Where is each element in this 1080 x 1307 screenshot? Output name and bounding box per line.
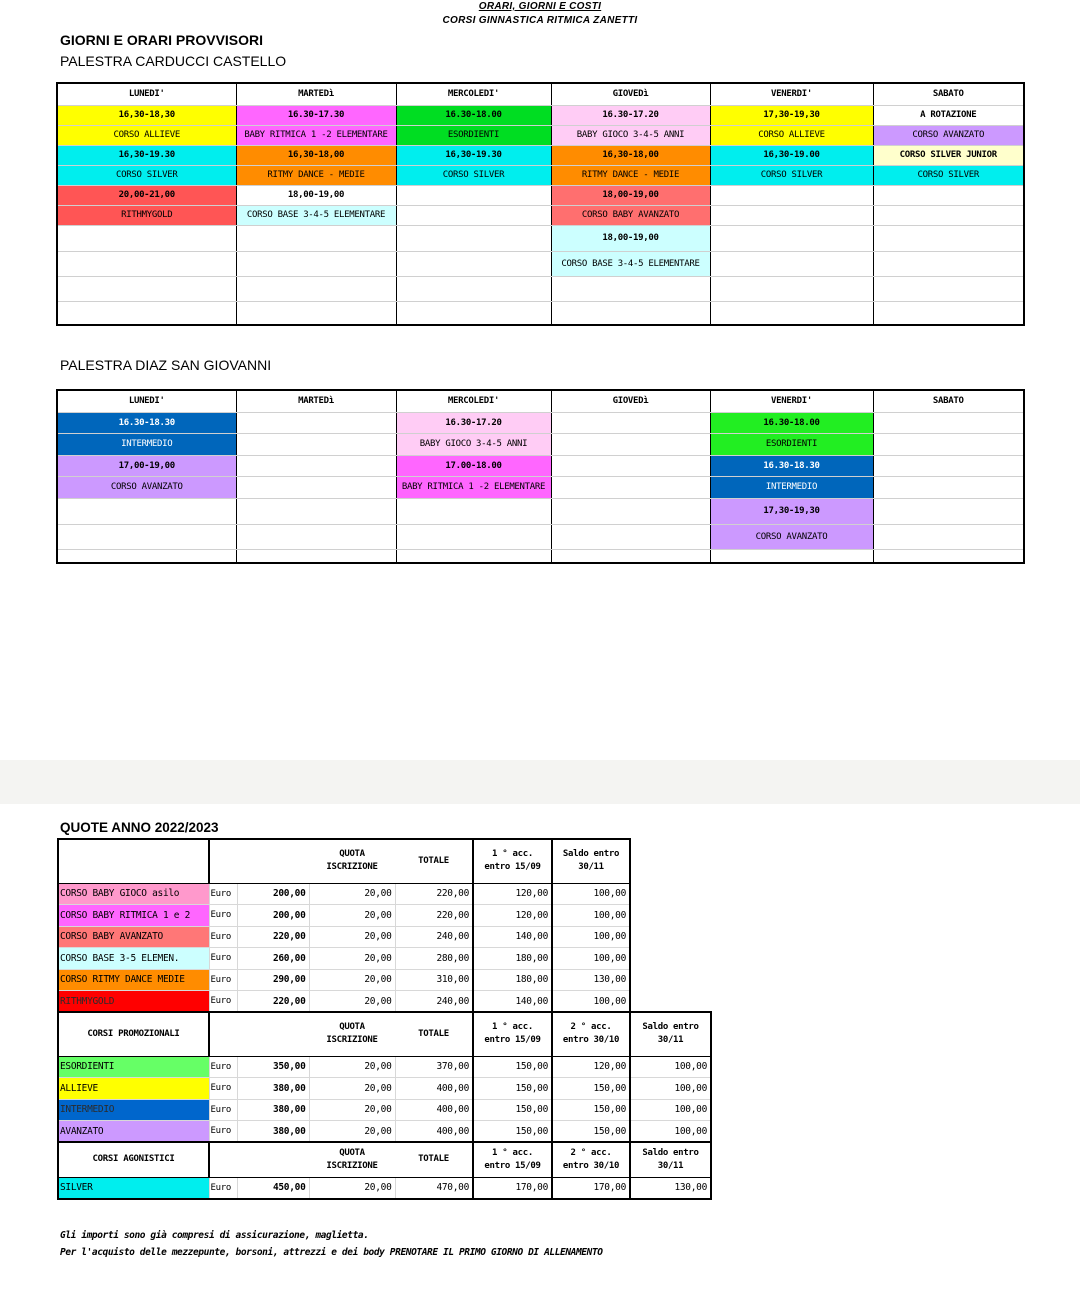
fee-row [58, 991, 711, 1013]
schedule-row [57, 476, 1024, 498]
currency-label: Euro [209, 883, 237, 905]
schedule-cell: BABY RITMICA 1 -2 ELEMENTARE [396, 476, 551, 498]
gym2-title: PALESTRA DIAZ SAN GIOVANNI [60, 357, 272, 373]
empty-cell [396, 498, 551, 524]
empty-cell [551, 498, 710, 524]
empty-cell [396, 185, 551, 205]
fees-title: QUOTE ANNO 2022/2023 [60, 820, 219, 835]
course-name: CORSO BABY AVANZATO [58, 926, 209, 948]
schedule-cell: ESORDIENTI [710, 433, 873, 455]
course-name: SILVER [58, 1177, 209, 1199]
quota-value: 20,00 [309, 948, 395, 970]
schedule-cell: BABY GIOCO 3-4-5 ANNI [396, 433, 551, 455]
schedule-cell: 16,30-18,30 [57, 105, 236, 125]
empty-cell [551, 524, 710, 549]
empty-cell [873, 476, 1024, 498]
days-header-row [57, 390, 1024, 412]
schedule-cell: 16,30-18,00 [236, 145, 396, 165]
acc2-value: 120,00 [552, 1056, 630, 1078]
schedule-cell: ESORDIENTI [396, 125, 551, 145]
page-separator [0, 760, 1080, 804]
day-header: MARTEDì [236, 83, 396, 105]
empty-cell [630, 969, 711, 991]
empty-cell [57, 276, 236, 301]
schedule-cell: CORSO SILVER [873, 165, 1024, 185]
saldo-value: 100,00 [630, 1078, 711, 1100]
empty-cell [57, 549, 236, 563]
schedule-cell: 18,00-19,00 [236, 185, 396, 205]
schedule-row [57, 301, 1024, 325]
schedule-cell: CORSO ALLIEVE [57, 125, 236, 145]
empty-cell [236, 524, 396, 549]
fee-row [58, 1078, 711, 1100]
empty-cell [630, 991, 711, 1013]
schedule-row [57, 412, 1024, 433]
saldo-value: 100,00 [552, 991, 630, 1013]
quota-header: QUOTA ISCRIZIONE [309, 1142, 395, 1177]
empty-cell [873, 498, 1024, 524]
quota-value: 20,00 [309, 1177, 395, 1199]
saldo-header: Saldo entro 30/11 [630, 1012, 711, 1056]
day-header: LUNEDI' [57, 83, 236, 105]
acc1-header: 1 ° acc. entro 15/09 [473, 1142, 552, 1177]
price-value: 220,00 [237, 991, 309, 1013]
schedule-cell: 20,00-21,00 [57, 185, 236, 205]
schedule-cell: INTERMEDIO [57, 433, 236, 455]
schedule-cell: CORSO SILVER [57, 165, 236, 185]
saldo-value: 100,00 [630, 1099, 711, 1121]
fee-row [58, 969, 711, 991]
price-value: 380,00 [237, 1099, 309, 1121]
empty-cell [873, 433, 1024, 455]
acc2-value: 170,00 [552, 1177, 630, 1199]
schedule-cell: 17,30-19,30 [710, 498, 873, 524]
schedule-cell: CORSO BABY AVANZATO [551, 205, 710, 225]
schedule-cell: 16.30-18.00 [396, 105, 551, 125]
empty-cell [57, 251, 236, 276]
day-header: LUNEDI' [57, 390, 236, 412]
schedule-row [57, 145, 1024, 165]
empty-cell [396, 251, 551, 276]
acc1-value: 150,00 [473, 1056, 552, 1078]
acc2-value: 150,00 [552, 1099, 630, 1121]
empty-cell [710, 205, 873, 225]
gym1-title: PALESTRA CARDUCCI CASTELLO [60, 53, 287, 69]
course-name: ALLIEVE [58, 1078, 209, 1100]
schedule-cell: 17,00-19,00 [57, 455, 236, 476]
price-value: 200,00 [237, 883, 309, 905]
total-value: 280,00 [395, 948, 473, 970]
currency-label: Euro [209, 991, 237, 1013]
total-value: 370,00 [395, 1056, 473, 1078]
quota-header: QUOTA ISCRIZIONE [309, 1012, 395, 1056]
price-value: 220,00 [237, 926, 309, 948]
schedule-table-diaz [56, 389, 1025, 564]
course-name: AVANZATO [58, 1121, 209, 1143]
day-header: SABATO [873, 390, 1024, 412]
saldo-header: Saldo entro 30/11 [552, 839, 630, 883]
schedule-cell: CORSO AVANZATO [57, 476, 236, 498]
empty-cell [57, 524, 236, 549]
doc-title-line2: CORSI GINNASTICA RITMICA ZANETTI [442, 15, 638, 26]
price-value: 350,00 [237, 1056, 309, 1078]
fee-row [58, 948, 711, 970]
saldo-value: 130,00 [630, 1177, 711, 1199]
empty-cell [710, 549, 873, 563]
schedule-cell: 17.00-18.00 [396, 455, 551, 476]
fee-row [58, 1121, 711, 1143]
saldo-value: 100,00 [552, 926, 630, 948]
group-title: CORSI PROMOZIONALI [58, 1012, 209, 1056]
empty-cell [710, 276, 873, 301]
fee-row [58, 1177, 711, 1199]
footer-note-2: Per l'acquisto delle mezzepunte, borsoni, attrezzi e dei body PRENOTARE IL PRIMO GIORNO DI ALLENAMENTO [60, 1247, 603, 1258]
price-value: 260,00 [237, 948, 309, 970]
schedule-cell: CORSO SILVER [396, 165, 551, 185]
saldo-value: 100,00 [552, 905, 630, 927]
schedule-cell: RITHMYGOLD [57, 205, 236, 225]
currency-label: Euro [209, 1056, 237, 1078]
fees-header-row [58, 1012, 711, 1056]
empty-cell [236, 412, 396, 433]
saldo-value: 100,00 [552, 883, 630, 905]
quota-value: 20,00 [309, 926, 395, 948]
currency-label: Euro [209, 926, 237, 948]
schedule-cell: CORSO SILVER JUNIOR [873, 145, 1024, 165]
schedule-cell: RITMY DANCE - MEDIE [551, 165, 710, 185]
empty-cell [236, 455, 396, 476]
empty-cell [57, 225, 236, 251]
price-value: 200,00 [237, 905, 309, 927]
acc1-value: 120,00 [473, 905, 552, 927]
empty-cell [236, 225, 396, 251]
day-header: MERCOLEDI' [396, 390, 551, 412]
price-value: 290,00 [237, 969, 309, 991]
schedule-row [57, 251, 1024, 276]
fee-row [58, 1056, 711, 1078]
empty-cell [209, 1142, 237, 1177]
total-value: 400,00 [395, 1078, 473, 1100]
total-value: 310,00 [395, 969, 473, 991]
empty-cell [236, 433, 396, 455]
course-name: RITHMYGOLD [58, 991, 209, 1013]
schedule-cell: A ROTAZIONE [873, 105, 1024, 125]
saldo-value: 100,00 [552, 948, 630, 970]
schedule-cell: 16.30-18.00 [710, 412, 873, 433]
saldo-value: 130,00 [552, 969, 630, 991]
schedule-cell: 16.30-17.30 [236, 105, 396, 125]
total-value: 240,00 [395, 991, 473, 1013]
empty-cell [236, 476, 396, 498]
empty-cell [57, 498, 236, 524]
total-value: 220,00 [395, 905, 473, 927]
empty-cell [237, 1142, 309, 1177]
schedule-cell: 17,30-19,30 [710, 105, 873, 125]
empty-cell [873, 276, 1024, 301]
acc1-value: 170,00 [473, 1177, 552, 1199]
acc1-value: 150,00 [473, 1099, 552, 1121]
course-name: INTERMEDIO [58, 1099, 209, 1121]
day-header: SABATO [873, 83, 1024, 105]
schedule-row [57, 549, 1024, 563]
schedule-row [57, 105, 1024, 125]
acc2-value: 150,00 [552, 1078, 630, 1100]
price-value: 380,00 [237, 1121, 309, 1143]
fee-row [58, 1099, 711, 1121]
days-header-row [57, 83, 1024, 105]
day-header: VENERDI' [710, 83, 873, 105]
empty-cell [236, 276, 396, 301]
day-header: GIOVEDì [551, 83, 710, 105]
quota-value: 20,00 [309, 905, 395, 927]
totale-header: TOTALE [395, 1012, 473, 1056]
quota-value: 20,00 [309, 991, 395, 1013]
schedule-cell: RITMY DANCE - MEDIE [236, 165, 396, 185]
empty-cell [237, 1012, 309, 1056]
empty-cell [236, 251, 396, 276]
schedule-cell: 16,30-19.00 [710, 145, 873, 165]
empty-cell [396, 301, 551, 325]
schedule-row [57, 433, 1024, 455]
empty-cell [630, 839, 711, 883]
schedule-row [57, 185, 1024, 205]
schedule-row [57, 225, 1024, 251]
empty-cell [710, 301, 873, 325]
schedule-row [57, 276, 1024, 301]
empty-cell [873, 524, 1024, 549]
total-value: 400,00 [395, 1099, 473, 1121]
empty-cell [873, 301, 1024, 325]
schedule-row [57, 524, 1024, 549]
quota-value: 20,00 [309, 1099, 395, 1121]
empty-cell [209, 839, 237, 883]
acc1-value: 180,00 [473, 948, 552, 970]
total-value: 470,00 [395, 1177, 473, 1199]
total-value: 220,00 [395, 883, 473, 905]
empty-cell [873, 251, 1024, 276]
schedule-row [57, 455, 1024, 476]
totale-header: TOTALE [395, 839, 473, 883]
currency-label: Euro [209, 948, 237, 970]
acc1-value: 150,00 [473, 1078, 552, 1100]
quota-value: 20,00 [309, 1121, 395, 1143]
acc2-header: 2 ° acc. entro 30/10 [552, 1142, 630, 1177]
empty-cell [630, 948, 711, 970]
empty-cell [551, 433, 710, 455]
empty-cell [209, 1012, 237, 1056]
empty-cell [396, 524, 551, 549]
fees-table [57, 838, 712, 1200]
schedule-cell: CORSO AVANZATO [710, 524, 873, 549]
schedule-cell: 16,30-18,00 [551, 145, 710, 165]
course-name: CORSO BABY RITMICA 1 e 2 [58, 905, 209, 927]
acc1-header: 1 ° acc. entro 15/09 [473, 1012, 552, 1056]
empty-cell [551, 301, 710, 325]
currency-label: Euro [209, 1099, 237, 1121]
day-header: MERCOLEDI' [396, 83, 551, 105]
quota-value: 20,00 [309, 1078, 395, 1100]
empty-cell [58, 839, 209, 883]
empty-cell [630, 926, 711, 948]
schedule-table-carducci [56, 82, 1025, 326]
fees-header-row [58, 839, 711, 883]
quota-value: 20,00 [309, 883, 395, 905]
total-value: 400,00 [395, 1121, 473, 1143]
empty-cell [551, 455, 710, 476]
fee-row [58, 883, 711, 905]
empty-cell [236, 498, 396, 524]
acc2-value: 150,00 [552, 1121, 630, 1143]
schedule-cell: BABY RITMICA 1 -2 ELEMENTARE [236, 125, 396, 145]
empty-cell [236, 549, 396, 563]
fee-row [58, 905, 711, 927]
schedule-cell: INTERMEDIO [710, 476, 873, 498]
acc1-value: 120,00 [473, 883, 552, 905]
schedule-cell: 16.30-18.30 [57, 412, 236, 433]
empty-cell [873, 225, 1024, 251]
empty-cell [710, 225, 873, 251]
empty-cell [873, 412, 1024, 433]
acc1-value: 180,00 [473, 969, 552, 991]
currency-label: Euro [209, 969, 237, 991]
course-name: CORSO BASE 3-5 ELEMEN. [58, 948, 209, 970]
empty-cell [873, 455, 1024, 476]
quota-value: 20,00 [309, 969, 395, 991]
empty-cell [551, 276, 710, 301]
schedule-cell: 16.30-17.20 [551, 105, 710, 125]
saldo-header: Saldo entro 30/11 [630, 1142, 711, 1177]
fees-header-row [58, 1142, 711, 1177]
doc-title-line1: ORARI, GIORNI E COSTI [478, 1, 602, 12]
empty-cell [630, 883, 711, 905]
empty-cell [873, 205, 1024, 225]
schedule-cell: CORSO BASE 3-4-5 ELEMENTARE [551, 251, 710, 276]
price-value: 380,00 [237, 1078, 309, 1100]
schedule-cell: CORSO AVANZATO [873, 125, 1024, 145]
empty-cell [873, 549, 1024, 563]
course-name: CORSO BABY GIOCO asilo [58, 883, 209, 905]
schedule-row [57, 498, 1024, 524]
saldo-value: 100,00 [630, 1056, 711, 1078]
currency-label: Euro [209, 1177, 237, 1199]
schedule-cell: BABY GIOCO 3-4-5 ANNI [551, 125, 710, 145]
empty-cell [396, 205, 551, 225]
empty-cell [396, 225, 551, 251]
total-value: 240,00 [395, 926, 473, 948]
schedule-cell: 18,00-19,00 [551, 225, 710, 251]
day-header: VENERDI' [710, 390, 873, 412]
course-name: CORSO RITMY DANCE MEDIE [58, 969, 209, 991]
acc2-header: 2 ° acc. entro 30/10 [552, 1012, 630, 1056]
schedule-cell: 18,00-19,00 [551, 185, 710, 205]
currency-label: Euro [209, 905, 237, 927]
schedule-cell: 16.30-17.20 [396, 412, 551, 433]
schedule-row [57, 165, 1024, 185]
empty-cell [396, 549, 551, 563]
empty-cell [551, 476, 710, 498]
schedule-cell: 16,30-19.30 [57, 145, 236, 165]
empty-cell [237, 839, 309, 883]
empty-cell [710, 251, 873, 276]
currency-label: Euro [209, 1078, 237, 1100]
schedule-cell: CORSO ALLIEVE [710, 125, 873, 145]
day-header: GIOVEDì [551, 390, 710, 412]
empty-cell [873, 185, 1024, 205]
acc1-value: 140,00 [473, 991, 552, 1013]
footer-note-1: Gli importi sono già compresi di assicurazione, maglietta. [60, 1230, 369, 1241]
schedule-cell: CORSO SILVER [710, 165, 873, 185]
empty-cell [396, 276, 551, 301]
saldo-value: 100,00 [630, 1121, 711, 1143]
price-value: 450,00 [237, 1177, 309, 1199]
totale-header: TOTALE [395, 1142, 473, 1177]
empty-cell [57, 301, 236, 325]
schedule-row [57, 125, 1024, 145]
quota-value: 20,00 [309, 1056, 395, 1078]
schedule-cell: 16,30-19.30 [396, 145, 551, 165]
empty-cell [236, 301, 396, 325]
empty-cell [551, 412, 710, 433]
quota-header: QUOTA ISCRIZIONE [309, 839, 395, 883]
acc1-header: 1 ° acc. entro 15/09 [473, 839, 552, 883]
schedule-cell: CORSO BASE 3-4-5 ELEMENTARE [236, 205, 396, 225]
acc1-value: 150,00 [473, 1121, 552, 1143]
fee-row [58, 926, 711, 948]
empty-cell [710, 185, 873, 205]
empty-cell [630, 905, 711, 927]
day-header: MARTEDì [236, 390, 396, 412]
acc1-value: 140,00 [473, 926, 552, 948]
currency-label: Euro [209, 1121, 237, 1143]
schedule-cell: 16.30-18.30 [710, 455, 873, 476]
empty-cell [551, 549, 710, 563]
schedule-title: GIORNI E ORARI PROVVISORI [60, 32, 264, 48]
group-title: CORSI AGONISTICI [58, 1142, 209, 1177]
schedule-row [57, 205, 1024, 225]
course-name: ESORDIENTI [58, 1056, 209, 1078]
